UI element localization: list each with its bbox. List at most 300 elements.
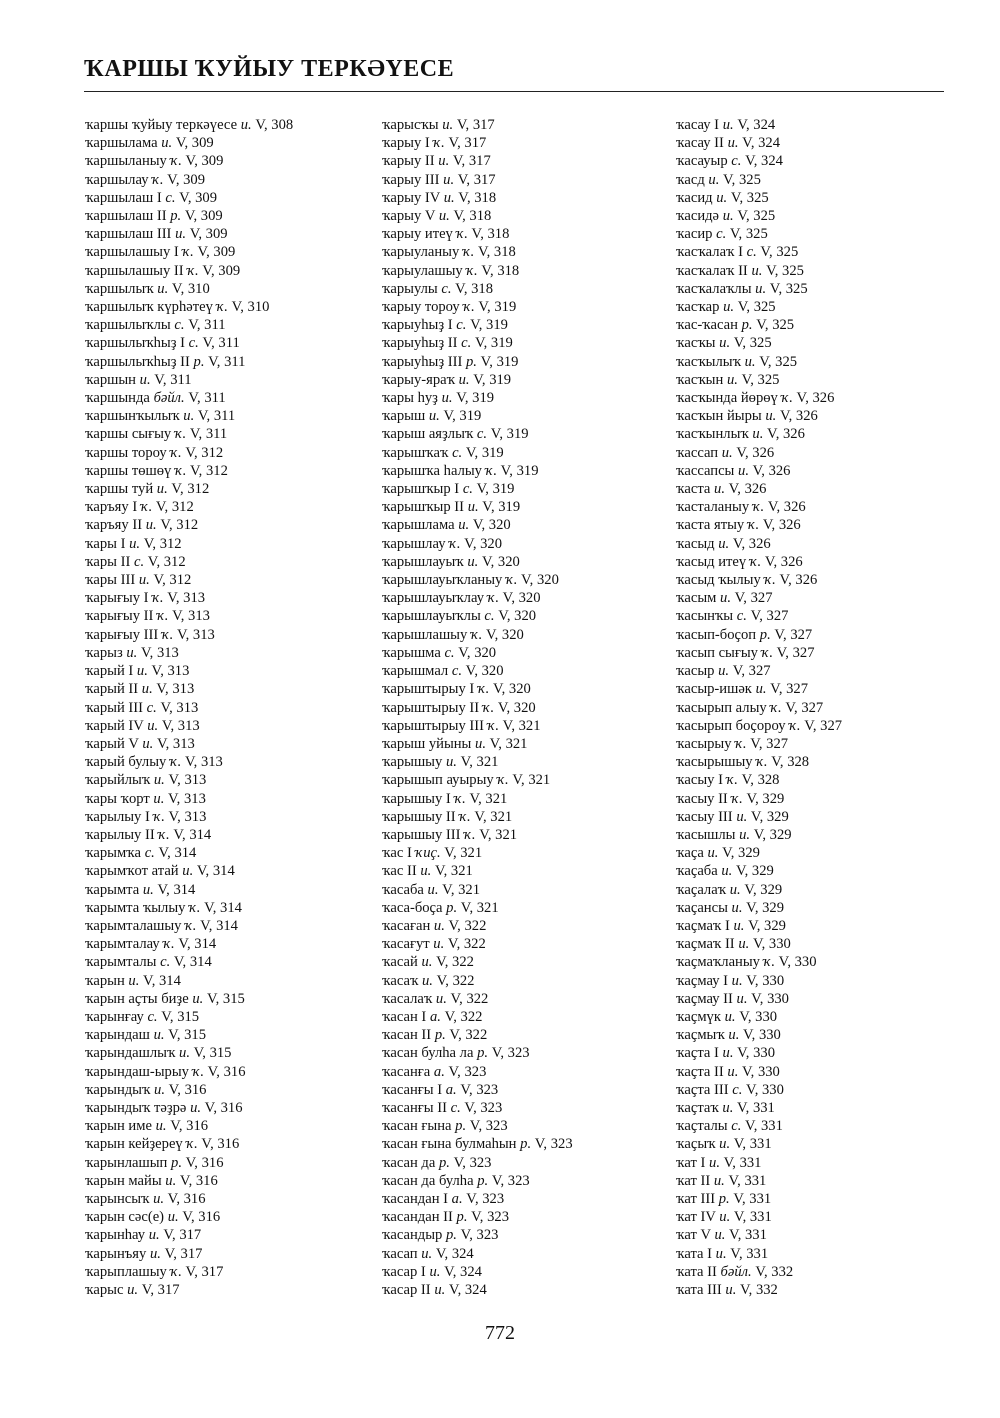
entry-pos: и. — [729, 881, 741, 898]
entry-ref: V, 313 — [151, 663, 190, 680]
entry-pos: и. — [727, 1063, 739, 1080]
index-entry — [676, 626, 842, 644]
entry-ref: V, 320 — [458, 644, 497, 661]
entry-ref: V, 329 — [746, 899, 785, 916]
entry-pos: и. — [427, 881, 439, 898]
entry-pos: ҡ. — [485, 462, 497, 479]
entry-pos: р. — [445, 1227, 457, 1244]
entry-pos: ҡ. — [470, 626, 483, 643]
entry-ref: V, 324 — [448, 1282, 487, 1298]
entry-word: ҡарын кейҙереү — [85, 1136, 183, 1153]
entry-ref: V, 328 — [771, 754, 810, 771]
entry-pos: и. — [715, 1245, 727, 1262]
entry-ref: V, 314 — [173, 954, 212, 971]
index-entry — [676, 189, 842, 207]
index-entry — [382, 389, 573, 407]
entry-pos: и. — [475, 735, 486, 752]
index-entry — [676, 1190, 842, 1208]
entry-word: ҡарыплашыу — [85, 1263, 167, 1280]
entry-word: ҡасидә — [676, 208, 720, 225]
entry-pos: ҡ. — [456, 226, 468, 243]
entry-word: ҡарышма — [382, 644, 441, 661]
entry-word: ҡарышлауыҡланыу — [382, 572, 503, 589]
entry-word: ҡасандыр — [382, 1227, 443, 1244]
entry-pos: ҡ. — [169, 754, 182, 771]
entry-word: ҡаршылаш III — [85, 226, 172, 243]
entry-pos: с. — [144, 845, 155, 862]
index-entry — [676, 389, 842, 407]
entry-ref: V, 324 — [435, 1245, 474, 1262]
index-entry — [85, 571, 293, 589]
entry-pos: ҡ. — [152, 590, 164, 607]
entry-pos: р. — [446, 899, 458, 916]
entry-pos: и. — [722, 208, 734, 225]
entry-ref: V, 309 — [175, 135, 214, 152]
entry-ref: V, 325 — [737, 299, 776, 316]
entry-word: ҡасан II — [382, 1027, 432, 1044]
entry-ref: V, 326 — [767, 499, 806, 516]
entry-pos: ҡ. — [174, 426, 187, 443]
entry-pos: и. — [726, 371, 738, 388]
entry-pos: ҡ. — [433, 135, 445, 152]
entry-pos: с. — [133, 553, 145, 570]
entry-word: ҡары I — [85, 535, 126, 552]
entry-word: ҡасыд — [676, 535, 715, 552]
entry-pos: и. — [731, 899, 743, 916]
entry-word: ҡасанғы II — [382, 1099, 447, 1116]
entry-ref: V, 320 — [498, 608, 537, 625]
entry-pos: ҡ. — [756, 754, 768, 771]
entry-pos: ҡ. — [477, 681, 490, 698]
entry-pos: р. — [455, 1118, 467, 1135]
entry-pos: ҡ. — [170, 1263, 182, 1280]
entry-pos: с. — [452, 444, 463, 461]
index-entry — [676, 262, 842, 280]
index-entry — [382, 444, 573, 462]
entry-word: ҡасандан I — [382, 1190, 449, 1207]
index-entry — [676, 753, 842, 771]
entry-ref: V, 313 — [156, 735, 195, 752]
index-entry — [676, 717, 842, 735]
entry-word: ҡасыд итеү — [676, 553, 747, 570]
entry-word: ҡасаҡ — [382, 972, 419, 989]
index-entry — [85, 935, 293, 953]
entry-pos: и. — [182, 863, 194, 880]
entry-word: ҡары III — [85, 572, 136, 589]
index-entry — [85, 425, 293, 443]
entry-ref: V, 312 — [155, 499, 194, 516]
index-entry — [382, 808, 573, 826]
entry-pos: и. — [714, 1227, 726, 1244]
entry-word: ҡарый V — [85, 735, 139, 752]
entry-ref: V, 324 — [742, 135, 781, 152]
entry-ref: V, 314 — [157, 881, 196, 898]
entry-ref: V, 326 — [728, 481, 767, 498]
entry-word: ҡасыу III — [676, 808, 733, 825]
entry-pos: ҡ. — [182, 244, 194, 261]
entry-ref: V, 320 — [502, 590, 541, 607]
index-entry — [85, 1008, 293, 1026]
entry-ref: V, 320 — [521, 572, 559, 589]
index-entry — [676, 589, 842, 607]
entry-ref: V, 316 — [185, 1154, 224, 1171]
entry-ref: V, 329 — [746, 790, 785, 807]
entry-ref: V, 311 — [202, 335, 240, 352]
entry-word: ҡарышып ауырыу — [382, 772, 494, 789]
entry-pos: и. — [752, 426, 764, 443]
index-entry — [85, 1081, 293, 1099]
entry-pos: бәйл. — [720, 1263, 752, 1280]
entry-ref: V, 319 — [478, 299, 517, 316]
index-entry — [382, 790, 573, 808]
entry-pos: с. — [731, 1118, 742, 1135]
index-entry — [676, 553, 842, 571]
index-entry — [382, 171, 573, 189]
entry-pos: ҡ. — [187, 262, 199, 279]
entry-word: ҡасан ғына — [382, 1118, 452, 1135]
entry-ref: V, 320 — [492, 681, 531, 698]
entry-ref: V, 324 — [737, 117, 776, 133]
entry-pos: и. — [149, 1245, 161, 1262]
entry-word: ҡарышлауыҡлау — [382, 590, 484, 607]
index-entry — [382, 553, 573, 571]
entry-pos: и. — [718, 535, 730, 552]
entry-word: ҡасаба — [382, 881, 424, 898]
entry-word: ҡасҡынлыҡ — [676, 426, 749, 443]
entry-word: ҡаҫансы — [676, 899, 728, 916]
entry-word: ҡаршылашыу I — [85, 244, 179, 261]
entry-pos: ҡ. — [153, 808, 165, 825]
entry-word: ҡарымҡа — [85, 845, 142, 862]
entry-pos: с. — [450, 1099, 461, 1116]
entry-word: ҡарындашлыҡ — [85, 1045, 176, 1062]
entry-word: ҡарындыҡ — [85, 1081, 151, 1098]
entry-pos: р. — [759, 626, 771, 643]
index-entry — [382, 407, 573, 425]
index-entry — [85, 753, 293, 771]
index-entry — [676, 353, 842, 371]
entry-word: ҡарышлау — [382, 535, 446, 552]
entry-word: ҡасыу I — [676, 772, 723, 789]
entry-word: ҡарыу-яраҡ — [382, 371, 455, 388]
entry-pos: и. — [434, 1282, 446, 1298]
entry-ref: V, 331 — [737, 1099, 775, 1116]
entry-ref: V, 311 — [189, 426, 228, 443]
entry-word: ҡарыс — [85, 1282, 124, 1298]
entry-word: ҡаршыланыу — [85, 153, 167, 170]
entry-ref: V, 323 — [453, 1154, 492, 1171]
entry-pos: и. — [420, 863, 432, 880]
entry-ref: V, 313 — [156, 681, 195, 698]
entry-word: ҡарыу I — [382, 135, 430, 152]
index-entry — [676, 917, 842, 935]
entry-pos: р. — [477, 1045, 489, 1062]
entry-ref: V, 313 — [172, 608, 210, 625]
index-entry — [85, 225, 293, 243]
index-entry — [85, 1135, 293, 1153]
entry-pos: ҡ. — [466, 262, 478, 279]
entry-ref: V, 326 — [752, 462, 791, 479]
entry-pos: ҡ. — [192, 1063, 204, 1080]
index-entry — [85, 589, 293, 607]
entry-word: ҡас I — [382, 845, 412, 862]
entry-pos: и. — [148, 1227, 160, 1244]
entry-ref: V, 312 — [147, 553, 186, 570]
entry-word: ҡарыуһыҙ III — [382, 353, 463, 370]
entry-ref: V, 327 — [785, 699, 824, 716]
entry-word: ҡаҫмау II — [676, 990, 733, 1007]
entry-ref: V, 310 — [231, 299, 270, 316]
entry-word: ҡарый III — [85, 699, 143, 716]
entry-word: ҡарыулашыу — [382, 262, 463, 279]
entry-ref: V, 321 — [469, 790, 508, 807]
entry-pos: с. — [476, 426, 488, 443]
index-entry — [85, 790, 293, 808]
index-entry — [85, 134, 293, 152]
index-entry — [85, 152, 293, 170]
entry-ref: V, 321 — [489, 735, 528, 752]
index-entry — [382, 480, 573, 498]
entry-pos: ҡ. — [175, 462, 187, 479]
index-column-1 — [85, 116, 293, 1299]
index-entry — [676, 243, 842, 261]
entry-ref: V, 330 — [752, 936, 791, 953]
entry-ref: V, 312 — [171, 481, 210, 498]
index-entry — [382, 462, 573, 480]
index-entry — [676, 790, 842, 808]
entry-pos: и. — [755, 280, 767, 297]
index-entry — [676, 1081, 842, 1099]
entry-ref: V, 317 — [185, 1263, 224, 1280]
entry-word: ҡасырып боҫороу — [676, 717, 786, 734]
index-entry — [382, 881, 573, 899]
index-entry — [676, 826, 842, 844]
entry-word: ҡарыштырыу I — [382, 681, 475, 698]
index-entry — [382, 844, 573, 862]
entry-word: ҡасандан II — [382, 1209, 453, 1226]
entry-pos: и. — [707, 845, 719, 862]
entry-word: ҡарыштырыу III — [382, 717, 484, 734]
index-entry — [85, 498, 293, 516]
entry-ref: V, 319 — [456, 390, 495, 407]
entry-pos: ҡиҫ. — [415, 845, 441, 862]
entry-word: ҡаҫмаҡланыу — [676, 954, 760, 971]
entry-pos: и. — [128, 972, 140, 989]
entry-word: ҡарышыу I — [382, 790, 451, 807]
entry-ref: V, 318 — [458, 189, 497, 206]
entry-ref: V, 314 — [178, 936, 217, 953]
entry-pos: и. — [723, 299, 735, 316]
entry-word: ҡарый булыу — [85, 754, 167, 771]
entry-ref: V, 327 — [776, 644, 815, 661]
entry-pos: ҡ. — [140, 499, 153, 516]
index-entry — [676, 1245, 842, 1263]
entry-word: ҡарын майы — [85, 1172, 162, 1189]
index-entry — [85, 953, 293, 971]
entry-pos: с. — [461, 335, 472, 352]
entry-pos: с. — [732, 1081, 743, 1098]
index-entry — [85, 516, 293, 534]
entry-word: ҡарышыу III — [382, 826, 461, 843]
index-entry — [676, 808, 842, 826]
entry-ref: V, 328 — [741, 772, 780, 789]
entry-ref: V, 323 — [534, 1136, 573, 1153]
entry-ref: V, 313 — [161, 717, 200, 734]
entry-pos: и. — [179, 1045, 190, 1062]
entry-pos: ҡ. — [770, 699, 782, 716]
index-entry — [85, 553, 293, 571]
index-entry — [382, 116, 573, 134]
index-entry — [382, 935, 573, 953]
entry-word: ҡаҫта I — [676, 1045, 719, 1062]
entry-word: ҡаса-боҫа — [382, 899, 443, 916]
entry-ref: V, 327 — [732, 663, 771, 680]
entry-ref: V, 317 — [141, 1282, 180, 1298]
entry-ref: V, 327 — [750, 608, 789, 625]
entry-pos: и. — [433, 936, 445, 953]
entry-ref: V, 323 — [471, 1209, 509, 1226]
index-entry — [382, 425, 573, 443]
entry-pos: и. — [713, 1172, 725, 1189]
entry-word: ҡасалаҡ — [382, 990, 433, 1007]
index-entry — [85, 353, 293, 371]
entry-ref: V, 322 — [450, 990, 489, 1007]
index-entry — [382, 662, 573, 680]
entry-ref: V, 323 — [491, 1045, 530, 1062]
entry-pos: с. — [188, 335, 199, 352]
entry-word: ҡарыу II — [382, 153, 435, 170]
entry-word: ҡарылыу I — [85, 808, 150, 825]
entry-ref: V, 317 — [452, 153, 491, 170]
entry-pos: ҡ. — [735, 735, 747, 752]
entry-ref: V, 313 — [168, 790, 206, 807]
entry-ref: V, 320 — [465, 663, 504, 680]
entry-word: ҡаршы сығыу — [85, 426, 172, 443]
index-entry — [382, 1081, 573, 1099]
index-entry — [85, 334, 293, 352]
entry-word: ҡасағут — [382, 936, 430, 953]
entry-ref: V, 331 — [728, 1172, 767, 1189]
entry-ref: V, 315 — [161, 1008, 200, 1025]
entry-word: ҡарын аҫты биҙе — [85, 990, 189, 1007]
entry-word: ҡаршы ҡуйыу теркәүесе — [85, 117, 238, 133]
entry-pos: и. — [428, 408, 440, 425]
entry-word: ҡаҫа — [676, 845, 704, 862]
entry-word: ҡарый II — [85, 681, 139, 698]
index-entry — [676, 516, 842, 534]
entry-word: ҡары II — [85, 553, 131, 570]
entry-ref: V, 319 — [443, 408, 482, 425]
index-entry — [676, 298, 842, 316]
index-entry — [676, 207, 842, 225]
entry-ref: V, 323 — [491, 1172, 530, 1189]
entry-pos: и. — [154, 1081, 165, 1098]
entry-ref: V, 321 — [460, 899, 499, 916]
entry-ref: V, 319 — [500, 462, 539, 479]
index-entry — [85, 1026, 293, 1044]
entry-pos: р. — [193, 353, 205, 370]
entry-pos: а. — [445, 1081, 457, 1098]
entry-pos: р. — [741, 317, 753, 334]
entry-ref: V, 325 — [760, 244, 799, 261]
index-entry — [85, 626, 293, 644]
index-entry — [85, 881, 293, 899]
entry-pos: и. — [719, 335, 731, 352]
index-entry — [676, 171, 842, 189]
entry-pos: и. — [467, 499, 479, 516]
entry-word: ҡарымта ҡылыу — [85, 899, 186, 916]
index-entry — [382, 862, 573, 880]
entry-word: ҡарыуһыҙ II — [382, 335, 458, 352]
entry-word: ҡарымталы — [85, 954, 157, 971]
entry-word: ҡарығыу I — [85, 590, 149, 607]
entry-word: ҡарыуһыҙ I — [382, 317, 453, 334]
entry-ref: V, 320 — [497, 699, 536, 716]
entry-word: ҡарышҡыр I — [382, 481, 460, 498]
entry-ref: V, 329 — [735, 863, 774, 880]
entry-ref: V, 321 — [460, 754, 499, 771]
entry-ref: V, 323 — [464, 1099, 503, 1116]
entry-ref: V, 323 — [466, 1190, 505, 1207]
index-entry — [85, 1172, 293, 1190]
entry-ref: V, 332 — [740, 1282, 778, 1298]
index-entry — [85, 1099, 293, 1117]
entry-pos: с. — [456, 317, 467, 334]
entry-word: ҡары һуҙ — [382, 390, 438, 407]
entry-ref: V, 326 — [796, 390, 835, 407]
entry-word: ҡарысҡы — [382, 117, 439, 133]
entry-ref: V, 318 — [471, 226, 510, 243]
entry-ref: V, 331 — [730, 1245, 769, 1262]
entry-ref: V, 329 — [753, 826, 792, 843]
entry-ref: V, 325 — [741, 371, 780, 388]
entry-pos: и. — [738, 936, 750, 953]
entry-pos: с. — [736, 608, 747, 625]
entry-ref: V, 318 — [453, 208, 492, 225]
index-entry — [85, 862, 293, 880]
entry-pos: р. — [520, 1136, 532, 1153]
index-entry — [676, 1226, 842, 1244]
entry-ref: V, 323 — [460, 1081, 499, 1098]
entry-ref: V, 330 — [751, 990, 789, 1007]
entry-word: ҡарышҡаҡ — [382, 444, 449, 461]
index-entry — [382, 1172, 573, 1190]
entry-ref: V, 315 — [168, 1027, 207, 1044]
index-entry — [85, 808, 293, 826]
index-entry — [676, 680, 842, 698]
index-entry — [382, 207, 573, 225]
entry-pos: и. — [442, 117, 454, 133]
entry-word: ҡарынһау — [85, 1227, 146, 1244]
entry-word: ҡасып сығыу — [676, 644, 758, 661]
entry-ref: V, 314 — [158, 845, 197, 862]
entry-pos: ҡ. — [449, 535, 461, 552]
entry-pos: и. — [736, 808, 748, 825]
entry-ref: V, 316 — [182, 1209, 221, 1226]
index-entry — [382, 262, 573, 280]
index-entry — [676, 699, 842, 717]
entry-word: ҡаҫаба — [676, 863, 718, 880]
entry-pos: и. — [422, 972, 433, 989]
entry-word: ҡарындаш — [85, 1027, 150, 1044]
entry-pos: и. — [190, 1099, 202, 1116]
entry-ref: V, 331 — [729, 1227, 767, 1244]
entry-ref: V, 329 — [722, 845, 760, 862]
entry-ref: V, 320 — [485, 626, 524, 643]
entry-ref: V, 325 — [723, 171, 761, 188]
entry-word: ҡаҫталы — [676, 1118, 728, 1135]
entry-ref: V, 321 — [442, 881, 481, 898]
